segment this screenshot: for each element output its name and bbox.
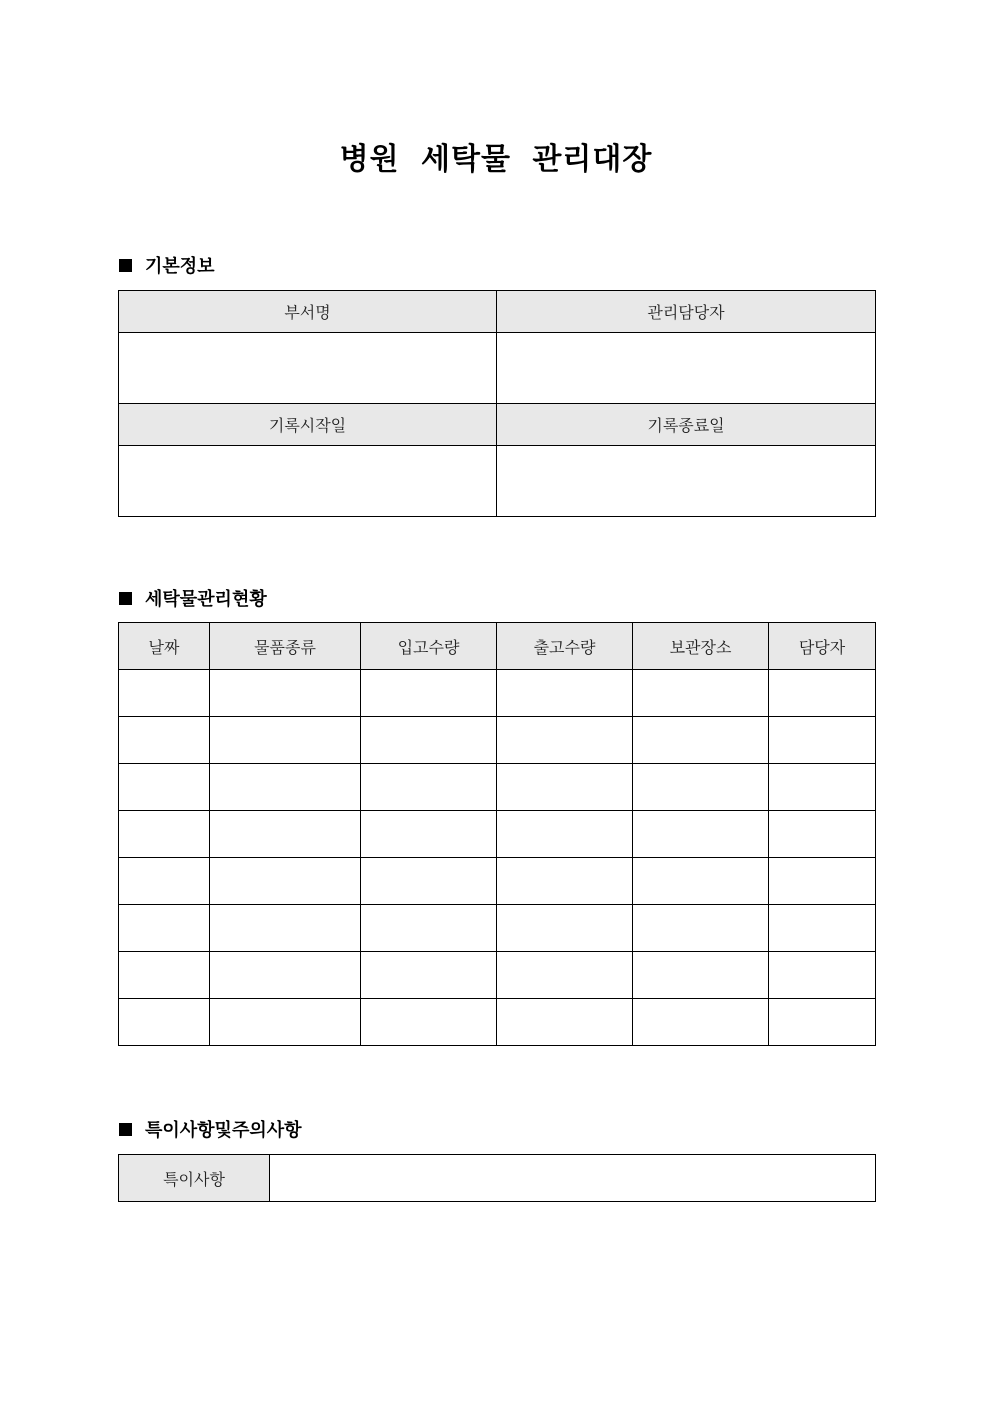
table-row — [119, 952, 876, 999]
cell-out-qty[interactable] — [497, 999, 633, 1046]
cell-date[interactable] — [119, 905, 210, 952]
field-value-end-date[interactable] — [497, 446, 876, 517]
cell-date[interactable] — [119, 670, 210, 717]
column-header-storage: 보관장소 — [633, 623, 769, 670]
cell-out-qty[interactable] — [497, 717, 633, 764]
section-heading-label: 세탁물관리현황 — [145, 589, 267, 610]
cell-date[interactable] — [119, 811, 210, 858]
cell-date[interactable] — [119, 717, 210, 764]
column-header-out-qty: 출고수량 — [497, 623, 633, 670]
cell-person[interactable] — [769, 811, 876, 858]
cell-person[interactable] — [769, 670, 876, 717]
section-heading-notes — [119, 1117, 302, 1141]
column-header-item-type: 물품종류 — [210, 623, 361, 670]
cell-storage[interactable] — [633, 905, 769, 952]
cell-storage[interactable] — [633, 670, 769, 717]
cell-storage[interactable] — [633, 952, 769, 999]
notes-table — [118, 1154, 876, 1202]
cell-out-qty[interactable] — [497, 764, 633, 811]
cell-out-qty[interactable] — [497, 670, 633, 717]
cell-in-qty[interactable] — [361, 811, 497, 858]
field-value-manager[interactable] — [497, 333, 876, 404]
cell-person[interactable] — [769, 764, 876, 811]
column-header-in-qty: 입고수량 — [361, 623, 497, 670]
basic-info-table — [118, 290, 876, 517]
square-bullet-icon — [119, 592, 132, 605]
cell-storage[interactable] — [633, 858, 769, 905]
cell-out-qty[interactable] — [497, 811, 633, 858]
cell-date[interactable] — [119, 952, 210, 999]
cell-item-type[interactable] — [210, 905, 361, 952]
field-label-end-date: 기록종료일 — [497, 404, 876, 446]
cell-in-qty[interactable] — [361, 717, 497, 764]
cell-item-type[interactable] — [210, 999, 361, 1046]
section-heading-laundry-status — [119, 586, 267, 610]
section-heading-basic-info — [119, 253, 215, 277]
table-row — [119, 858, 876, 905]
section-heading-label: 기본정보 — [145, 256, 215, 277]
cell-person[interactable] — [769, 717, 876, 764]
table-row — [119, 811, 876, 858]
field-value-department[interactable] — [119, 333, 497, 404]
cell-item-type[interactable] — [210, 811, 361, 858]
field-label-manager: 관리담당자 — [497, 291, 876, 333]
column-header-person: 담당자 — [769, 623, 876, 670]
cell-person[interactable] — [769, 999, 876, 1046]
field-value-start-date[interactable] — [119, 446, 497, 517]
laundry-status-table — [118, 622, 876, 1046]
table-row — [119, 905, 876, 952]
table-row — [119, 670, 876, 717]
square-bullet-icon — [119, 259, 132, 272]
cell-item-type[interactable] — [210, 670, 361, 717]
cell-storage[interactable] — [633, 811, 769, 858]
cell-item-type[interactable] — [210, 764, 361, 811]
cell-storage[interactable] — [633, 764, 769, 811]
table-header-row — [119, 623, 876, 670]
document-title: 병원 세탁물 관리대장 — [339, 142, 653, 177]
column-header-date: 날짜 — [119, 623, 210, 670]
section-heading-label: 특이사항및주의사항 — [145, 1120, 302, 1141]
notes-label: 특이사항 — [119, 1155, 270, 1202]
cell-in-qty[interactable] — [361, 999, 497, 1046]
field-label-department: 부서명 — [119, 291, 497, 333]
table-row — [119, 764, 876, 811]
table-row — [119, 999, 876, 1046]
table-row — [119, 717, 876, 764]
cell-item-type[interactable] — [210, 858, 361, 905]
cell-out-qty[interactable] — [497, 905, 633, 952]
cell-in-qty[interactable] — [361, 952, 497, 999]
cell-in-qty[interactable] — [361, 764, 497, 811]
cell-item-type[interactable] — [210, 717, 361, 764]
field-label-start-date: 기록시작일 — [119, 404, 497, 446]
cell-item-type[interactable] — [210, 952, 361, 999]
cell-in-qty[interactable] — [361, 858, 497, 905]
notes-value[interactable] — [270, 1155, 876, 1202]
cell-person[interactable] — [769, 952, 876, 999]
cell-in-qty[interactable] — [361, 905, 497, 952]
cell-date[interactable] — [119, 999, 210, 1046]
cell-in-qty[interactable] — [361, 670, 497, 717]
cell-out-qty[interactable] — [497, 952, 633, 999]
cell-storage[interactable] — [633, 717, 769, 764]
cell-person[interactable] — [769, 905, 876, 952]
cell-person[interactable] — [769, 858, 876, 905]
cell-date[interactable] — [119, 858, 210, 905]
square-bullet-icon — [119, 1123, 132, 1136]
cell-date[interactable] — [119, 764, 210, 811]
cell-storage[interactable] — [633, 999, 769, 1046]
cell-out-qty[interactable] — [497, 858, 633, 905]
